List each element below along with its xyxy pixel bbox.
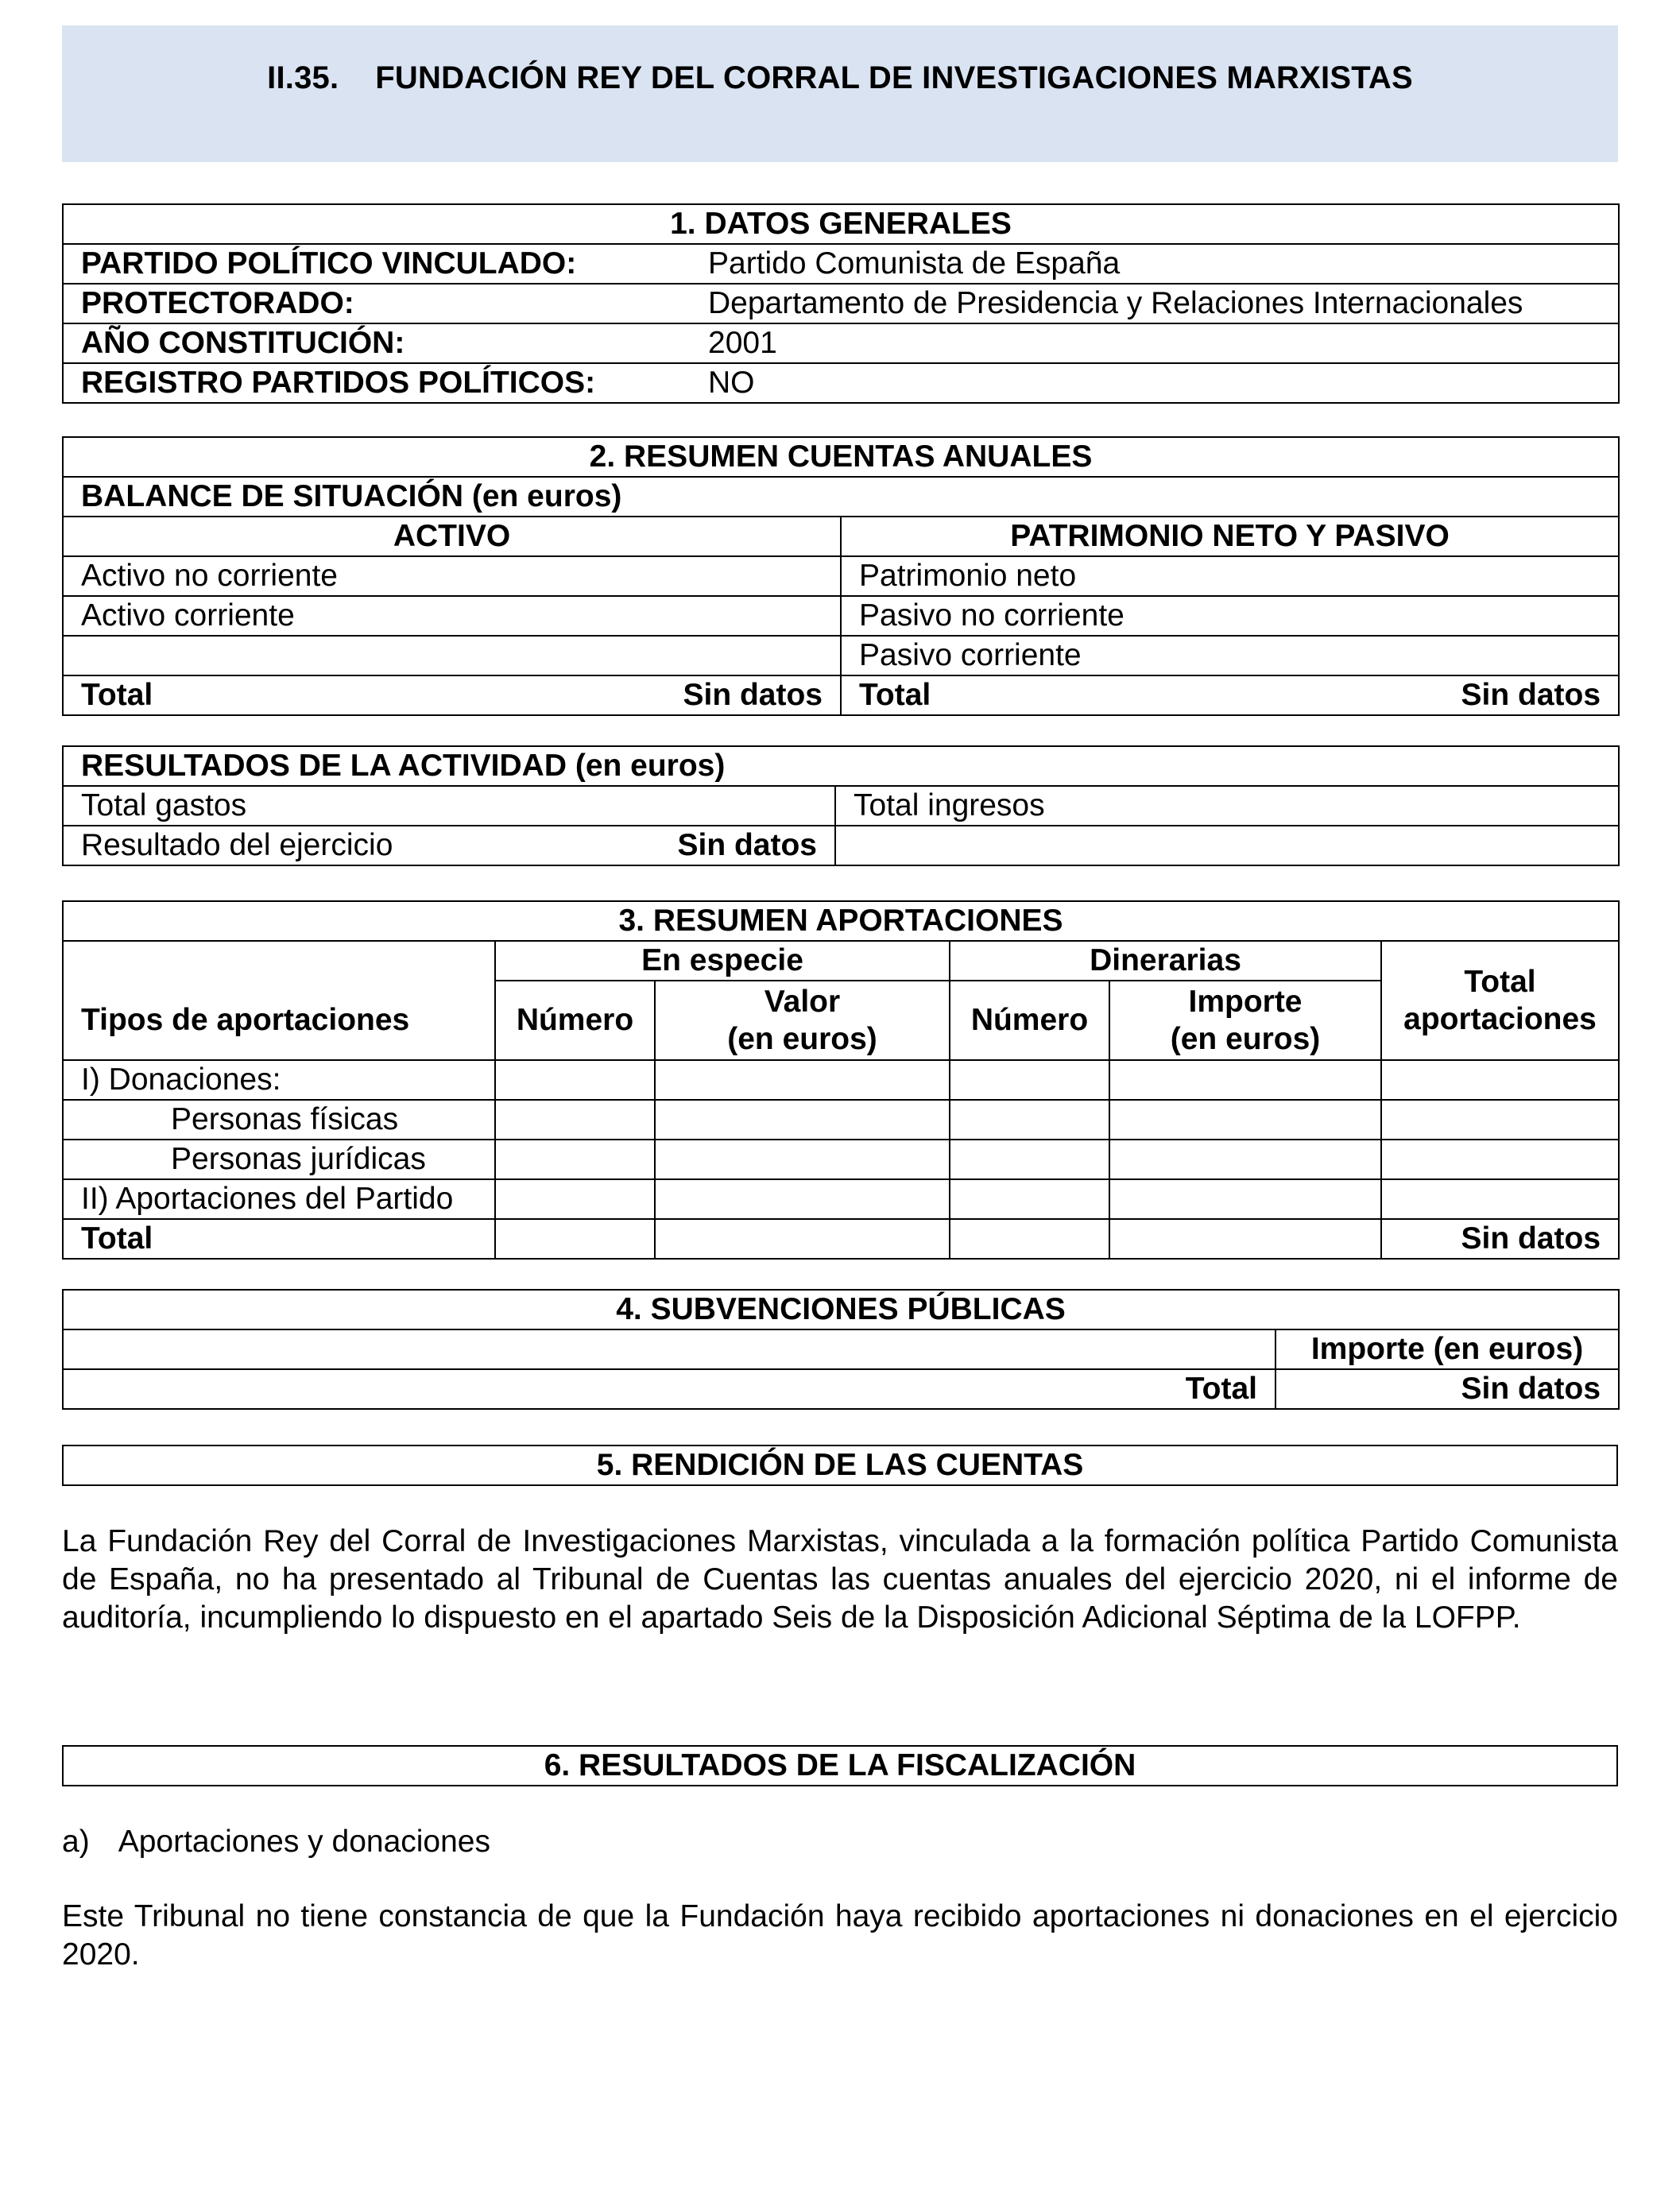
tipos-header: Tipos de aportaciones (63, 981, 495, 1060)
balance-table (62, 436, 1620, 716)
activo-item: Activo no corriente (63, 556, 841, 596)
numero-header: Número (495, 981, 655, 1060)
pasivo-total-cell (841, 675, 1619, 715)
row-label: PROTECTORADO: (63, 284, 691, 323)
row-label: II) Aportaciones del Partido (63, 1179, 495, 1219)
resultado-value: Sin datos (677, 828, 817, 862)
table-row (63, 284, 1619, 323)
subsection-a (62, 1823, 1618, 1861)
aportaciones-table (62, 900, 1620, 1260)
total-gastos: Total gastos (63, 786, 835, 826)
table-row (63, 826, 1619, 865)
page-title: FUNDACIÓN REY DEL CORRAL DE INVESTIGACIONES MARXISTAS (375, 60, 1413, 95)
rendicion-heading: 5. RENDICIÓN DE LAS CUENTAS (63, 1446, 1617, 1485)
importe-line-2: (en euros) (1170, 1022, 1321, 1056)
row-label: Personas físicas (63, 1100, 495, 1140)
total-value: Sin datos (683, 678, 823, 712)
table-row (63, 596, 1619, 636)
row-value: NO (691, 363, 1619, 403)
subsection-title: Aportaciones y donaciones (118, 1825, 490, 1859)
table-row (63, 244, 1619, 284)
table-row (63, 675, 1619, 715)
total-value: Sin datos (1461, 678, 1601, 712)
rendicion-paragraph: La Fundación Rey del Corral de Investigaciones Marxistas, vinculada a la formación política Partido Comunista de España, no ha presentado al Tribunal de Cuentas las cuentas anuales del ejercicio 2020, ni el informe de auditoría, incumpliendo lo dispuesto en el apartado Seis de la Disposición Adicional Séptima de la LOFPP. (62, 1524, 1618, 1635)
total-label: Total (63, 1219, 495, 1259)
en-especie-header: En especie (495, 941, 950, 981)
fiscalizacion-heading: 6. RESULTADOS DE LA FISCALIZACIÓN (63, 1746, 1617, 1786)
datos-generales-heading: 1. DATOS GENERALES (63, 204, 1619, 244)
resultado-label: Resultado del ejercicio (81, 828, 393, 862)
pasivo-item: Pasivo corriente (841, 636, 1619, 675)
pasivo-item: Patrimonio neto (841, 556, 1619, 596)
table-row (63, 363, 1619, 403)
resultados-table (62, 745, 1620, 866)
row-label: AÑO CONSTITUCIÓN: (63, 323, 691, 363)
importe-line-1: Importe (1188, 985, 1303, 1019)
table-row (63, 556, 1619, 596)
numero-header: Número (950, 981, 1109, 1060)
document-page (62, 25, 1618, 1972)
table-row (63, 786, 1619, 826)
pasivo-header: PATRIMONIO NETO Y PASIVO (841, 517, 1619, 556)
resultado-cell (63, 826, 835, 865)
aportaciones-heading: 3. RESUMEN APORTACIONES (63, 901, 1619, 941)
resultados-title: RESULTADOS DE LA ACTIVIDAD (en euros) (63, 746, 1619, 786)
table-row (63, 1179, 1619, 1219)
importe-header (1109, 981, 1381, 1060)
table-row (63, 1140, 1619, 1179)
balance-title: BALANCE DE SITUACIÓN (en euros) (63, 477, 1619, 517)
cuentas-anuales-heading: 2. RESUMEN CUENTAS ANUALES (63, 437, 1619, 477)
empty-cell (835, 826, 1619, 865)
row-value: Departamento de Presidencia y Relaciones Internacionales (691, 284, 1619, 323)
row-label: PARTIDO POLÍTICO VINCULADO: (63, 244, 691, 284)
row-value: 2001 (691, 323, 1619, 363)
total-label: Total (63, 1369, 1275, 1409)
datos-generales-table (62, 203, 1620, 404)
valor-header (655, 981, 950, 1060)
empty-cell (63, 941, 495, 981)
dinerarias-header: Dinerarias (950, 941, 1381, 981)
total-value: Sin datos (1275, 1369, 1619, 1409)
total-aportaciones-header: Total aportaciones (1381, 941, 1619, 1060)
row-label: REGISTRO PARTIDOS POLÍTICOS: (63, 363, 691, 403)
subvenciones-heading: 4. SUBVENCIONES PÚBLICAS (63, 1290, 1619, 1329)
valor-line-2: (en euros) (727, 1022, 877, 1056)
row-label: I) Donaciones: (63, 1060, 495, 1100)
total-label: Total (859, 678, 931, 712)
total-label: Total (81, 678, 153, 712)
table-row (63, 323, 1619, 363)
pasivo-item: Pasivo no corriente (841, 596, 1619, 636)
total-ingresos: Total ingresos (835, 786, 1619, 826)
activo-empty-cell (63, 636, 841, 675)
activo-item: Activo corriente (63, 596, 841, 636)
section-number: II.35. (267, 60, 339, 95)
title-band (62, 25, 1618, 162)
fiscalizacion-paragraph: Este Tribunal no tiene constancia de que la Fundación haya recibido aportaciones ni donaciones en el ejercicio 2020. (62, 1899, 1618, 1972)
table-row (63, 1369, 1619, 1409)
row-label: Personas jurídicas (63, 1140, 495, 1179)
importe-header: Importe (en euros) (1275, 1329, 1619, 1369)
subsection-letter: a) (62, 1825, 90, 1859)
table-row (63, 1100, 1619, 1140)
table-row (63, 636, 1619, 675)
activo-total-cell (63, 675, 841, 715)
fiscalizacion-table (62, 1745, 1618, 1786)
valor-line-1: Valor (764, 985, 841, 1019)
activo-header: ACTIVO (63, 517, 841, 556)
total-value: Sin datos (1381, 1219, 1619, 1259)
rendicion-table (62, 1445, 1618, 1486)
subvenciones-table (62, 1289, 1620, 1410)
table-row (63, 1219, 1619, 1259)
table-row (63, 1060, 1619, 1100)
empty-cell (63, 1329, 1275, 1369)
row-value: Partido Comunista de España (691, 244, 1619, 284)
